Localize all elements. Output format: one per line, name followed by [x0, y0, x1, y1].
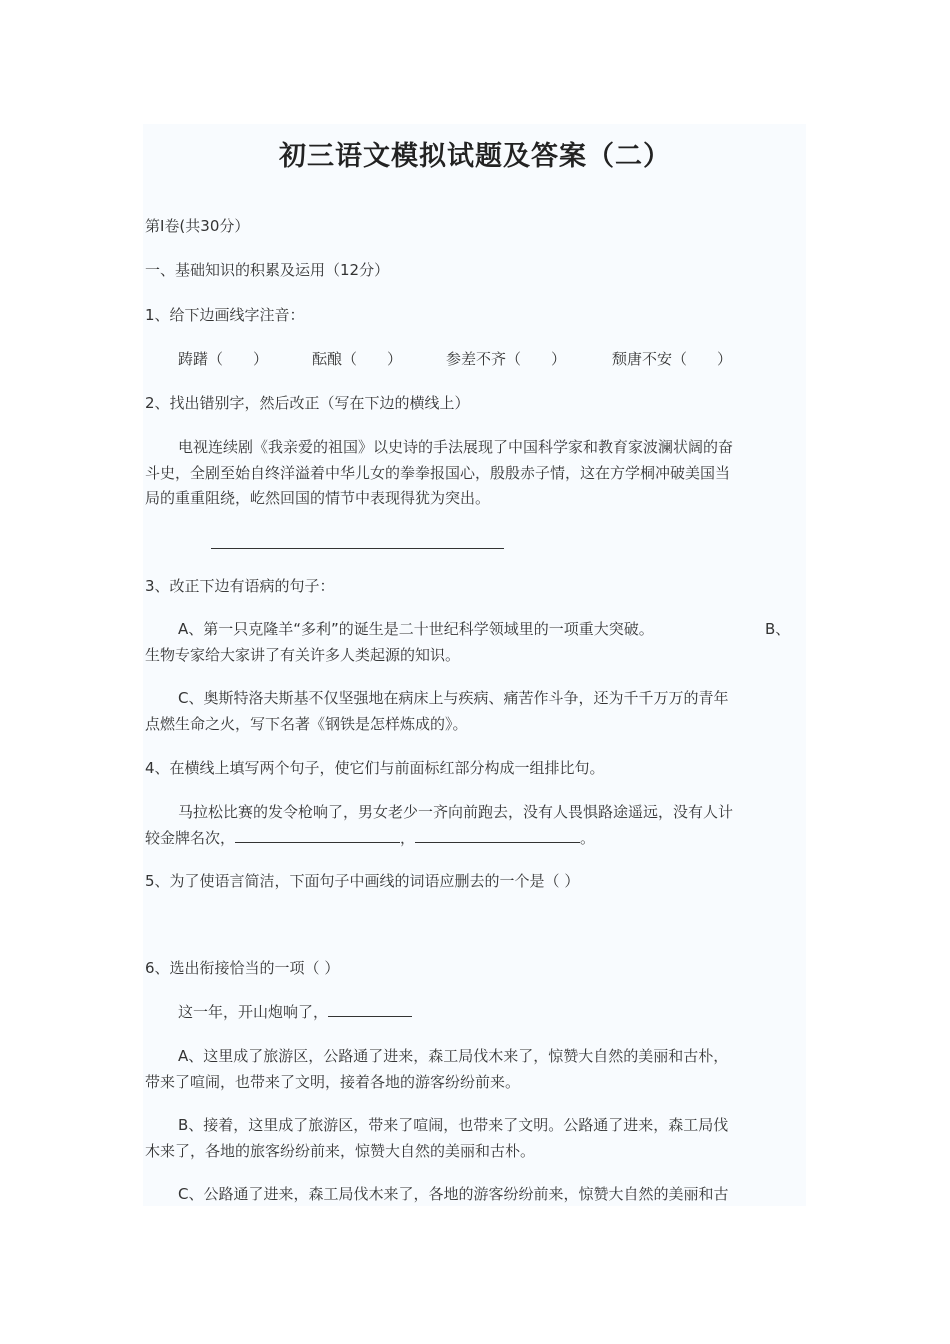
question-2-passage-line: 局的重重阻绕，屹然回国的情节中表现得犹为突出。: [145, 489, 491, 507]
question-3-option-a-text: A、第一只克隆羊“多利”的诞生是二十世纪科学领域里的一项重大突破。: [178, 620, 654, 638]
question-3-prompt: 3、改正下边有语病的句子：: [145, 577, 335, 595]
question-2-passage-line: 电视连续剧《我亲爱的祖国》以史诗的手法展现了中国科学家和教育家波澜状阔的奋: [178, 438, 734, 456]
question-6-lead: [178, 999, 834, 1025]
question-6-prompt: 6、选出衔接恰当的一项（ ）: [145, 959, 340, 977]
question-4-fill-line: [145, 825, 801, 851]
page-title: 初三语文模拟试题及答案（二）: [279, 141, 671, 172]
question-6-lead-text: 这一年，开山炮响了，: [178, 1003, 329, 1021]
question-6-option-b-line: 木来了，各地的旅客纷纷前来，惊赞大自然的美丽和古朴。: [145, 1142, 536, 1160]
question-3-option-c-line: C、奥斯特洛夫斯基不仅坚强地在病床上与疾病、痛苦作斗争，还为千千万万的青年: [178, 689, 729, 707]
answer-line[interactable]: [211, 548, 504, 549]
question-4-prefix: 较金牌名次，: [145, 829, 236, 847]
question-1-item: 参差不齐（ ）: [446, 350, 567, 368]
question-2-passage-line: 斗史，全剧至始自终洋溢着中华儿女的拳拳报国心，殷殷赤子情，这在方学桐冲破美国当: [145, 464, 731, 482]
fill-blank-3[interactable]: [328, 999, 412, 1017]
question-4-prompt: 4、在横线上填写两个句子，使它们与前面标红部分构成一组排比句。: [145, 759, 605, 777]
question-1-item: 踌躇（ ）: [178, 350, 269, 368]
question-3-option-c-line: 点燃生命之火，写下名著《钢铁是怎样炼成的》。: [145, 715, 468, 733]
question-1-items: [178, 346, 834, 372]
question-6-option-c-line: C、公路通了进来，森工局伐木来了，各地的游客纷纷前来，惊赞大自然的美丽和古: [178, 1185, 729, 1203]
question-4-end: 。: [580, 829, 596, 847]
question-3-option-b-label: B、: [765, 620, 791, 638]
question-6-option-b-line: B、接着，这里成了旅游区，带来了喧闹，也带来了文明。公路通了进来，森工局伐: [178, 1116, 729, 1134]
part1-heading: 一、基础知识的积累及运用（12分）: [145, 261, 390, 279]
question-1-item: 颓唐不安（ ）: [612, 350, 733, 368]
question-1-item: 酝酿（ ）: [312, 350, 403, 368]
section-header: 第Ⅰ卷(共30分）: [145, 217, 250, 235]
question-3-option-b-text: 生物专家给大家讲了有关许多人类起源的知识。: [145, 646, 461, 664]
question-3-option-a: [178, 616, 834, 642]
question-1-prompt: 1、给下边画线字注音：: [145, 306, 305, 324]
question-6-option-a-line: 带来了喧闹，也带来了文明，接着各地的游客纷纷前来。: [145, 1073, 521, 1091]
question-4-passage-line: 马拉松比赛的发令枪响了，男女老少一齐向前跑去，没有人畏惧路途遥远，没有人计: [178, 803, 734, 821]
fill-blank-2[interactable]: [415, 825, 580, 843]
fill-blank-1[interactable]: [235, 825, 400, 843]
question-4-comma: ，: [400, 829, 416, 847]
question-2-prompt: 2、找出错别字，然后改正（写在下边的横线上）: [145, 394, 470, 412]
question-6-option-a-line: A、这里成了旅游区，公路通了进来，森工局伐木来了，惊赞大自然的美丽和古朴，: [178, 1047, 729, 1065]
question-5-prompt: 5、为了使语言简洁，下面句子中画线的词语应删去的一个是（ ）: [145, 872, 580, 890]
